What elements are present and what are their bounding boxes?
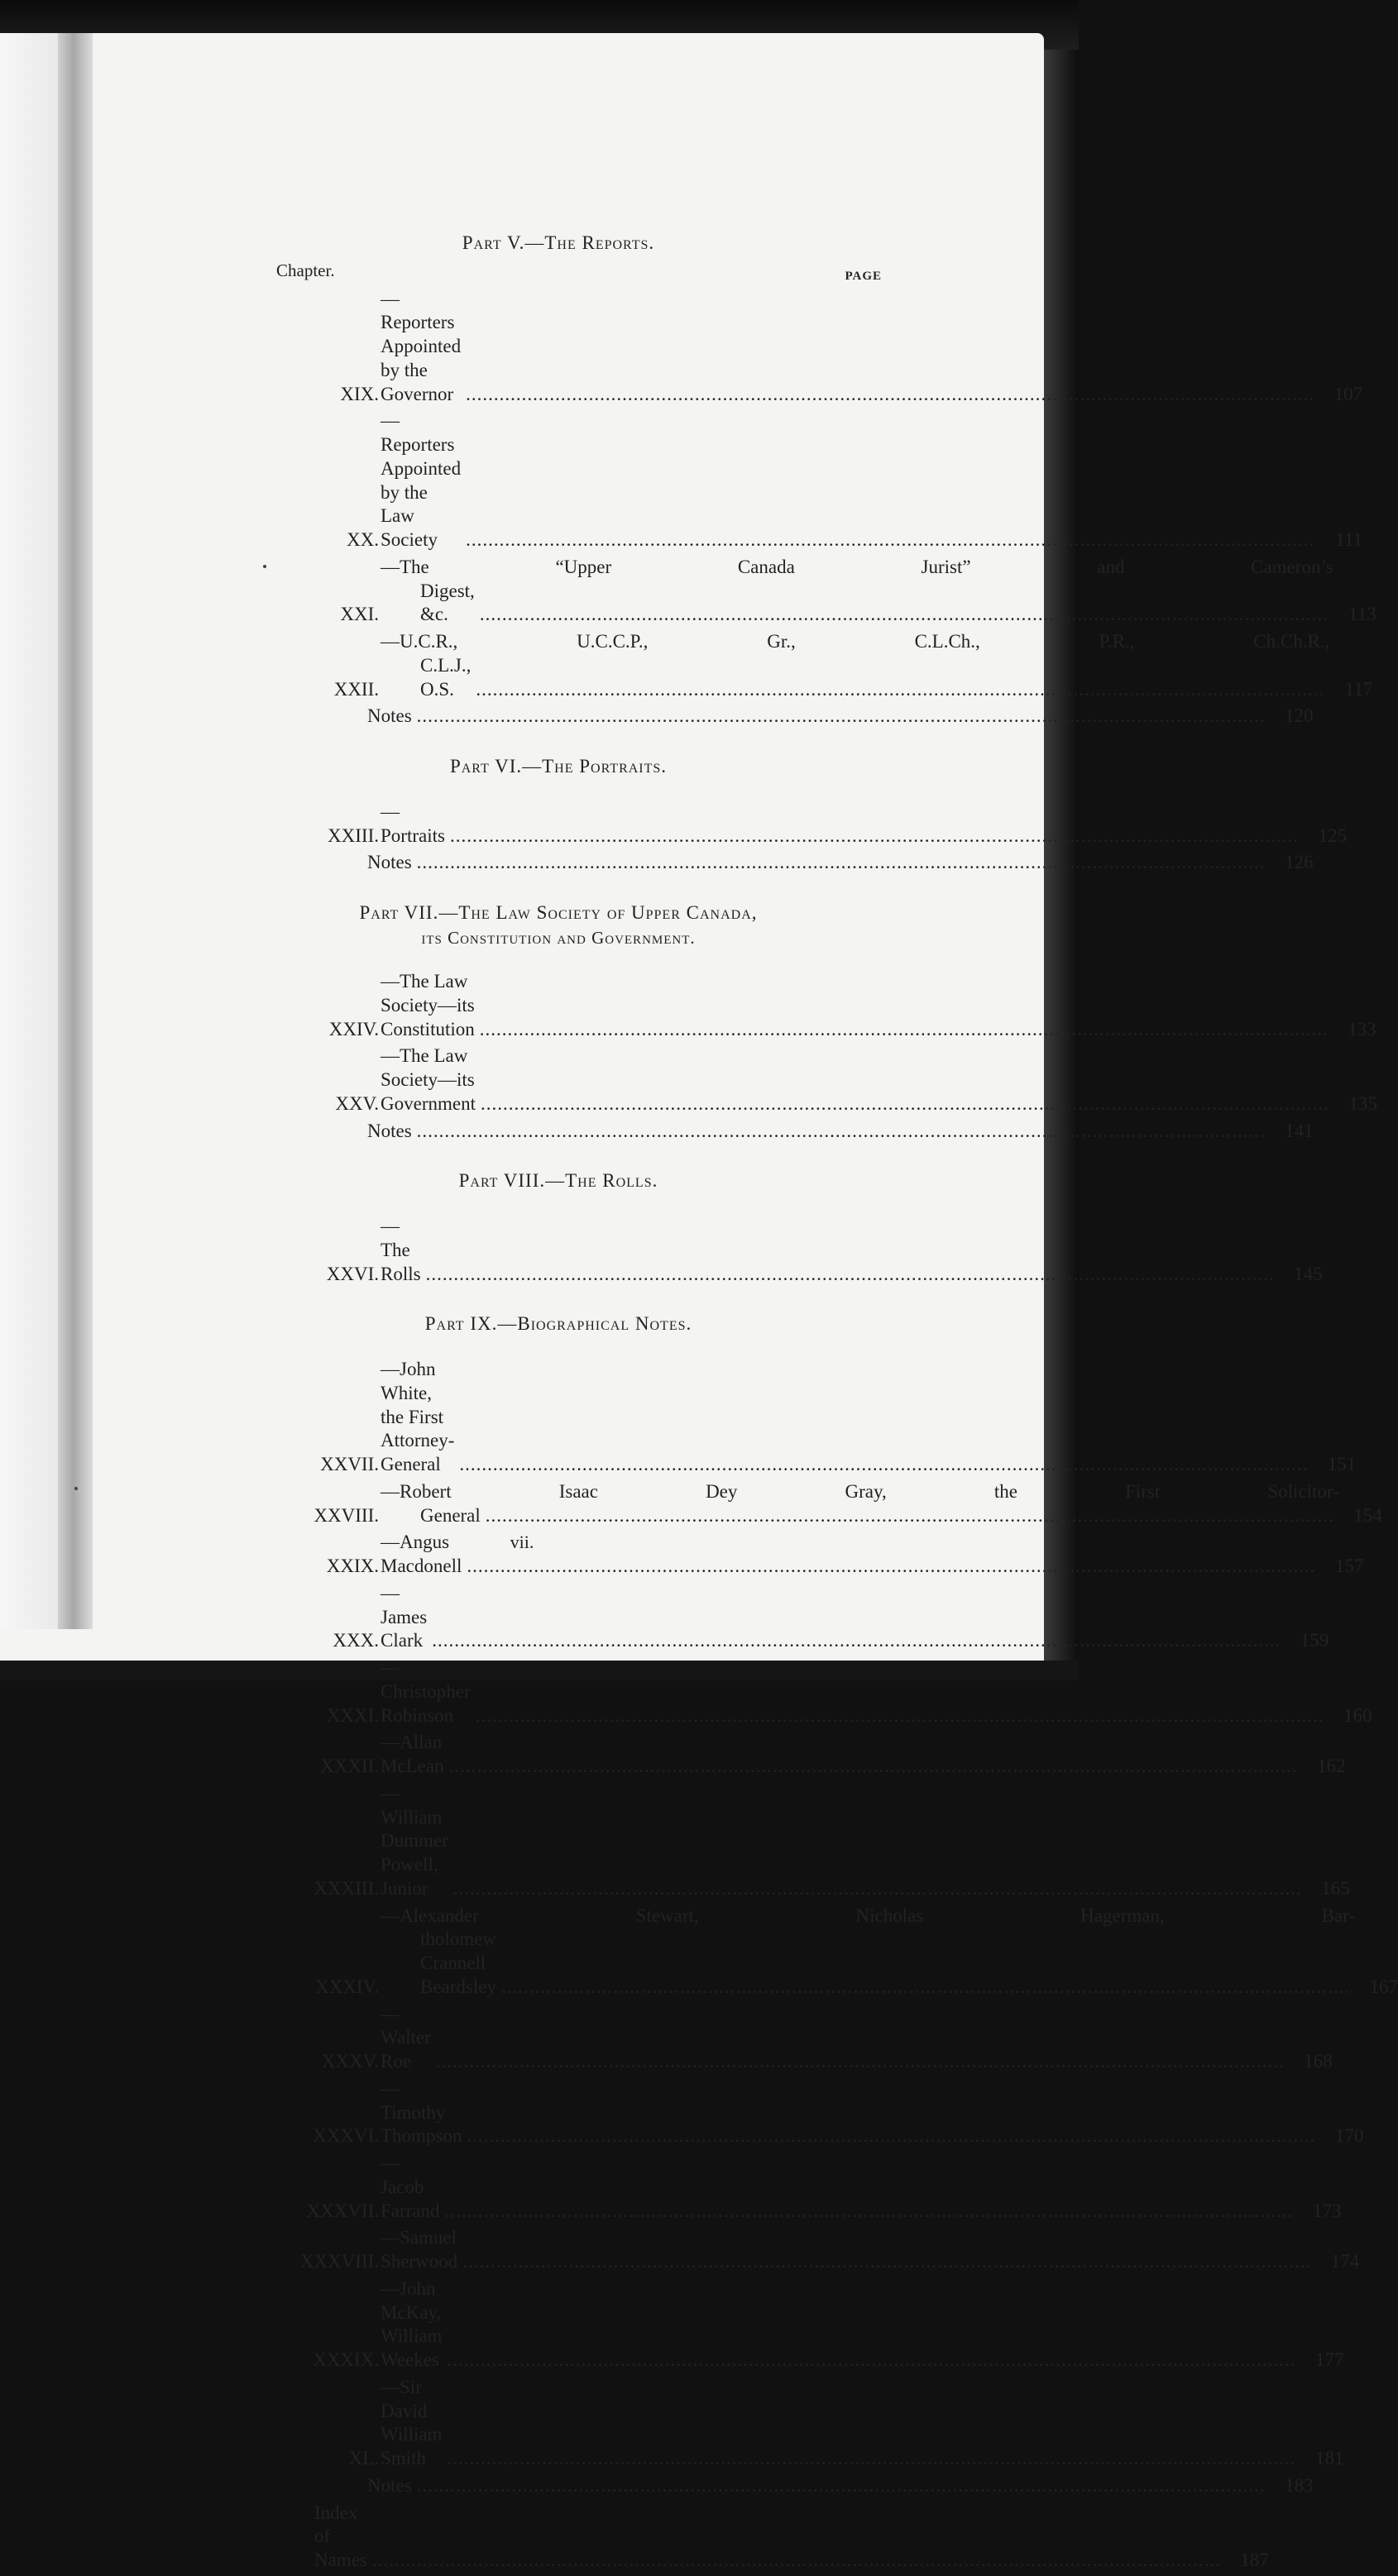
toc-entry	[232, 1480, 1382, 1528]
toc-entry	[232, 1656, 1372, 1728]
page-number: 160	[1343, 1704, 1372, 1726]
section-title: Part IX.—Biographical Notes.	[424, 1313, 692, 1335]
entry-title-block	[367, 2474, 1271, 2498]
entry-line	[381, 1731, 1303, 1779]
entry-title: Notes	[367, 852, 412, 873]
chapter-number: XXXIV.	[315, 1976, 379, 1997]
dot-leader	[432, 1629, 1281, 1653]
section-gap	[232, 732, 885, 755]
entry-title-block	[381, 409, 1319, 552]
toc-entry	[232, 288, 1363, 407]
entry-title: —U.C.R., U.C.C.P., Gr., C.L.Ch., P.R., Ch.Ch.R.,	[381, 631, 1330, 652]
page-number: 113	[1348, 604, 1376, 625]
entry-title: Notes	[367, 2474, 412, 2496]
toc-entry	[232, 1044, 1377, 1116]
chapter-column-label: Chapter.	[276, 260, 335, 280]
scan-speck	[74, 1487, 78, 1490]
entry-line	[314, 2502, 1226, 2573]
chapter-number: XXVIII.	[314, 1504, 379, 1526]
entry-title-block	[381, 630, 1329, 701]
entry-line	[367, 851, 1271, 875]
section-gap	[232, 878, 885, 901]
entry-title-block	[381, 970, 1333, 1041]
page-number: 173	[1313, 2200, 1342, 2221]
section-title-gap	[232, 949, 885, 967]
page-number: 170	[1334, 2125, 1364, 2147]
page-number: 141	[1285, 1120, 1314, 1141]
dot-leader	[417, 2474, 1266, 2498]
page-number: 151	[1327, 1454, 1357, 1474]
entry-line	[367, 2474, 1271, 2498]
entry-line	[381, 2077, 1320, 2148]
entry-title-block	[381, 2226, 1316, 2274]
page-number: 117	[1344, 678, 1373, 700]
entry-title: —Timothy Thompson	[381, 2077, 462, 2147]
dot-leader	[466, 383, 1314, 407]
toc-entry	[232, 630, 1373, 701]
dot-leader	[447, 2447, 1295, 2471]
page-number: 167	[1369, 1976, 1398, 1997]
toc-entry	[232, 970, 1376, 1041]
toc-entry	[232, 2226, 1360, 2274]
page-number: 159	[1300, 1630, 1329, 1651]
toc-entry	[232, 851, 1314, 875]
page-number: 133	[1348, 1018, 1376, 1039]
page-number: 165	[1321, 1877, 1350, 1899]
entry-title: —Reporters Appointed by the Governor	[381, 288, 462, 404]
entry-title: —Sir David William Smith	[381, 2376, 443, 2468]
dot-leader	[476, 678, 1324, 702]
chapter-number: XX.	[347, 529, 379, 550]
chapter-number: XXXII.	[320, 1756, 379, 1776]
toc-entry	[232, 1731, 1346, 1779]
entry-line	[381, 1358, 1313, 1477]
page-number: 181	[1314, 2448, 1344, 2468]
page-number: 174	[1330, 2251, 1360, 2272]
dot-leader	[480, 603, 1329, 627]
entry-title-block	[381, 1731, 1303, 1779]
entry-line	[381, 1044, 1334, 1116]
dot-leader	[436, 2050, 1285, 2074]
entry-continuation-line	[381, 1504, 1339, 1528]
page-number: 187	[1240, 2550, 1269, 2570]
entry-title: Notes	[367, 1120, 412, 1141]
toc-entry	[232, 1358, 1357, 1477]
entry-title-block	[381, 288, 1319, 407]
entry-title: —Christopher Robinson	[381, 1657, 471, 1726]
toc-entry	[232, 705, 1314, 729]
chapter-number: XXXVII.	[306, 2200, 379, 2221]
toc-entry	[232, 801, 1347, 848]
entry-line	[381, 1582, 1285, 1653]
toc-entry	[232, 409, 1363, 552]
entry-title: —John White, the First Attorney-General	[381, 1359, 455, 1474]
dot-leader	[459, 1453, 1308, 1477]
section-title: Part V.—The Reports.	[462, 232, 655, 253]
entry-title-block	[367, 705, 1271, 729]
chapter-number: XXVI.	[326, 1263, 379, 1284]
entry-line	[381, 2277, 1300, 2373]
entry-line	[381, 801, 1304, 848]
page-number: 125	[1318, 824, 1347, 846]
page-number: 168	[1304, 2051, 1333, 2072]
entry-line	[367, 705, 1271, 729]
page-number: 126	[1285, 852, 1314, 873]
dot-leader	[447, 2349, 1295, 2373]
chapter-number: XXIV.	[328, 1018, 379, 1039]
entry-continuation-line	[381, 1928, 1355, 1999]
chapter-number: XIX.	[340, 383, 379, 404]
toc-sections	[232, 232, 1398, 2573]
dot-leader	[453, 1877, 1302, 1901]
chapter-number: XXIX.	[326, 1556, 379, 1576]
chapter-number: XXXV.	[321, 2051, 379, 2072]
dot-leader	[480, 1018, 1329, 1042]
dot-leader	[449, 1755, 1298, 1779]
table-of-contents	[232, 232, 1398, 2576]
entry-title-block	[367, 1120, 1271, 1144]
toc-entry	[232, 1782, 1350, 1901]
dot-leader	[372, 2549, 1221, 2573]
entry-title-block	[381, 2077, 1320, 2148]
entry-title: Index of Names	[314, 2502, 367, 2570]
entry-title-block	[381, 2277, 1300, 2373]
entry-title-block	[314, 2502, 1226, 2573]
entry-title-continuation: C.L.J., O.S.	[420, 654, 472, 700]
entry-title: —The “Upper Canada Jurist” and Cameron’s	[381, 556, 1333, 577]
section-title: Part VII.—The Law Society of Upper Canada,	[359, 902, 758, 923]
chapter-number: XXXIX.	[313, 2349, 379, 2370]
section-title-gap	[232, 1193, 885, 1212]
page-number: 111	[1335, 529, 1363, 550]
toc-entry	[232, 556, 1376, 627]
toc-entry	[232, 2152, 1342, 2223]
dot-leader	[417, 1120, 1266, 1144]
dot-leader	[417, 851, 1266, 875]
entry-title: —Allan McLean	[381, 1732, 444, 1776]
dot-leader	[417, 705, 1266, 729]
entry-title-block	[381, 2152, 1299, 2223]
scan-speck	[263, 565, 266, 568]
toc-entry	[232, 2077, 1364, 2148]
section-subtitle: its Constitution and Government.	[421, 927, 696, 948]
entry-title-block	[381, 801, 1304, 848]
entry-line	[381, 2376, 1300, 2471]
toc-entry	[232, 2474, 1314, 2498]
entry-title: —Angus Macdonell	[381, 1532, 462, 1576]
chapter-number: XXXVIII.	[299, 2251, 379, 2272]
dot-leader	[450, 824, 1299, 848]
dot-leader	[501, 1976, 1350, 2000]
chapter-number: XXIII.	[328, 824, 379, 846]
toc-entry	[232, 2502, 1269, 2573]
page-number: 145	[1294, 1263, 1323, 1284]
page-number: 120	[1285, 705, 1314, 727]
page-column-label: PAGE	[845, 269, 882, 283]
entry-title-block	[381, 1656, 1329, 1728]
entry-title: —Robert Isaac Dey Gray, the First Solicitor-	[381, 1480, 1339, 1502]
dot-leader	[467, 1555, 1315, 1579]
section-gap	[232, 1146, 885, 1169]
entry-title-continuation: Digest, &c.	[420, 580, 475, 625]
section-title-gap	[232, 779, 885, 797]
entry-title-block	[381, 1358, 1313, 1477]
page-folio: vii.	[510, 1532, 534, 1552]
page-number: 135	[1348, 1092, 1377, 1114]
toc-entry	[232, 1905, 1398, 2000]
entry-title-block	[381, 556, 1333, 627]
entry-title-continuation: General	[420, 1504, 481, 1526]
dot-leader	[481, 1092, 1329, 1116]
section-title: Part VI.—The Portraits.	[449, 756, 668, 777]
entry-title: —James Clark	[381, 1582, 428, 1651]
dot-leader	[426, 1263, 1275, 1287]
entry-title: —Alexander Stewart, Nicholas Hagerman, Bar-	[381, 1905, 1355, 1926]
chapter-number: XXV.	[335, 1092, 379, 1114]
section-title-gap	[232, 1336, 885, 1355]
page-number: 157	[1334, 1556, 1364, 1576]
entry-line	[381, 2152, 1299, 2223]
entry-title: —Samuel Sherwood	[381, 2227, 458, 2272]
entry-title: —Portraits	[381, 801, 445, 846]
chapter-number: XXXVI.	[313, 2125, 379, 2147]
entry-line	[381, 2226, 1316, 2274]
dot-leader	[462, 2250, 1311, 2274]
chapter-number: XXX.	[333, 1630, 379, 1651]
entry-title-block	[381, 1044, 1334, 1116]
book-gutter-shadow	[58, 33, 93, 1629]
dot-leader	[476, 1704, 1324, 1728]
entry-line	[367, 1120, 1271, 1144]
entry-title: —William Dummer Powell, Junior	[381, 1782, 448, 1899]
page-number: 107	[1333, 383, 1363, 404]
entry-line	[381, 970, 1333, 1041]
chapter-number: XXXI.	[326, 1704, 379, 1726]
section-title: Part VIII.—The Rolls.	[458, 1170, 658, 1192]
entry-title: —The Law Society—its Government	[381, 1045, 476, 1114]
entry-title-block	[381, 1905, 1355, 2000]
section-gap	[232, 1289, 885, 1312]
chapter-number: XXII.	[333, 678, 379, 700]
dot-leader	[486, 1504, 1334, 1528]
entry-title-block	[381, 1215, 1280, 1286]
toc-entry	[232, 1582, 1329, 1653]
page-number: 183	[1285, 2474, 1314, 2496]
entry-title: —Jacob Farrand	[381, 2153, 440, 2221]
entry-title-block	[381, 1782, 1307, 1901]
entry-title: —John McKay, William Weekes	[381, 2277, 443, 2370]
entry-line	[381, 1215, 1280, 1286]
dot-leader	[445, 2200, 1294, 2224]
page-number: 162	[1317, 1756, 1346, 1776]
entry-title: —Reporters Appointed by the Law Society	[381, 410, 462, 550]
entry-title-block	[381, 2003, 1290, 2074]
entry-title: Notes	[367, 705, 412, 727]
entry-line	[381, 409, 1319, 552]
entry-title-block	[381, 1582, 1285, 1653]
dot-leader	[467, 2124, 1315, 2148]
entry-title: —Walter Roe	[381, 2003, 431, 2072]
entry-line	[381, 1656, 1329, 1728]
entry-title-block	[381, 2376, 1300, 2471]
entry-title: —The Law Society—its Constitution	[381, 971, 475, 1039]
chapter-number: XXVII.	[320, 1454, 379, 1474]
entry-title: —The Rolls	[381, 1216, 421, 1284]
page-number: 177	[1314, 2349, 1344, 2370]
page-number: 154	[1353, 1504, 1382, 1526]
chapter-number: XXXIII.	[314, 1877, 379, 1899]
entry-continuation-line	[381, 654, 1329, 702]
toc-entry	[232, 2376, 1344, 2471]
toc-entry	[232, 1120, 1314, 1144]
entry-title-block	[381, 1480, 1339, 1528]
chapter-number: XXI.	[340, 604, 379, 625]
toc-entry	[232, 1215, 1323, 1286]
page-left-margin	[0, 33, 58, 1629]
chapter-number: XL.	[348, 2448, 379, 2468]
entry-title-continuation: tholomew Crannell Beardsley	[420, 1928, 496, 1997]
entry-title-block	[367, 851, 1271, 875]
entry-line	[381, 2003, 1290, 2074]
dot-leader	[466, 528, 1314, 552]
entry-continuation-line	[381, 580, 1333, 628]
toc-entry	[232, 2003, 1333, 2074]
toc-entry	[232, 2277, 1344, 2373]
entry-line	[381, 288, 1319, 407]
entry-line	[381, 1782, 1307, 1901]
